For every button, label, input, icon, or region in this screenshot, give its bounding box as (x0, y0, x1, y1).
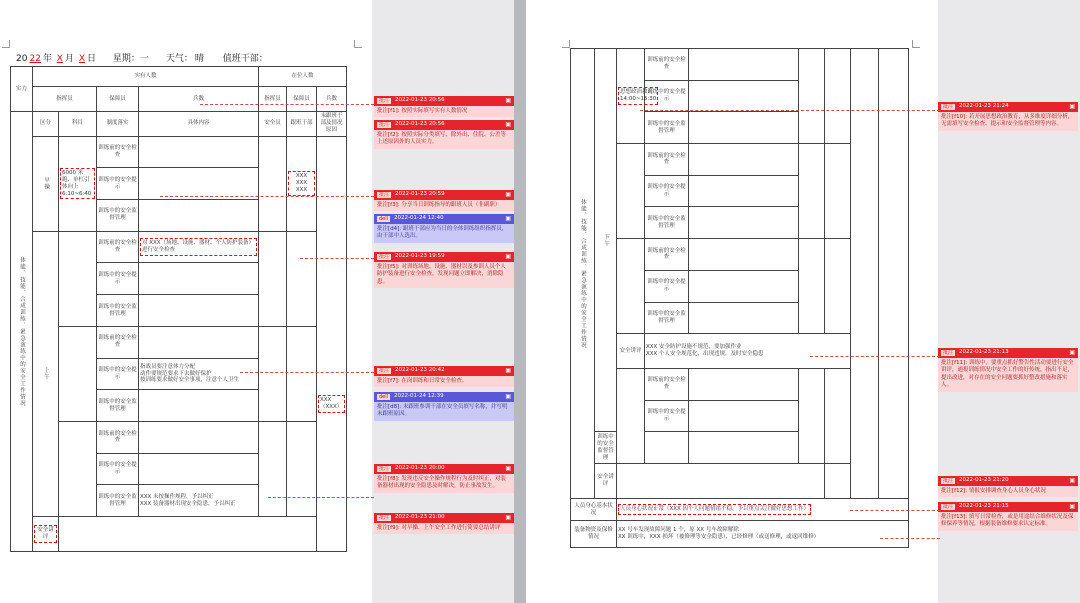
forenoon-mid-tip-1: 训练中的安全提示 (97, 263, 139, 295)
comment-close-icon[interactable]: ▣ (505, 214, 511, 222)
comment-header (374, 214, 514, 224)
forenoon-subject-3[interactable] (59, 422, 97, 517)
r-post-check-content-4[interactable] (645, 432, 689, 464)
comment-text: 批注[f11]: 训练中，要重点抓好警告性活动要进行安全讲评，通报训练情况中安全工作的好传统，指出不足，提出改进，对存在的安全问题要抓好整改措施和落实人。 (938, 358, 1078, 392)
comment-balloon[interactable] (938, 348, 1078, 392)
comment-balloon[interactable] (374, 464, 514, 493)
month-unit: 月 (64, 54, 74, 64)
comment-time: 2022-01-23 20:00 (395, 465, 445, 472)
year-prefix: 20 (16, 54, 28, 64)
day-unit: 日 (87, 54, 97, 64)
comment-author: 批注 (943, 103, 954, 110)
comment-close-icon[interactable]: ▣ (1069, 476, 1075, 484)
comment-close-icon[interactable]: ▣ (505, 392, 511, 400)
forenoon-mid-tip-2: 训练中的安全提示 (97, 358, 139, 390)
comment-connector (850, 510, 940, 511)
comment-balloon[interactable] (374, 190, 514, 211)
forenoon-pre-check-content-1[interactable]: 对 XXX（场地、设施、器材、个人防护装备）进行安全检查 (139, 231, 259, 263)
morning-post-check: 训练中的安全监督管理 (97, 199, 139, 231)
comment-header (938, 476, 1078, 486)
comment-author: 批注 (379, 253, 390, 260)
unfinished-header: 未跟班干部及情况原因 (317, 112, 347, 137)
r-mid-tip-content-3[interactable] (689, 270, 799, 302)
r-mid-tip-4: 训练中的安全提示 (645, 400, 689, 432)
comment-author: 批注 (943, 503, 954, 510)
side-label: 体能、技能、合成训练、紧急演练中的安全工作情况 (11, 112, 33, 552)
safety-officer-header: 安全员 (259, 112, 287, 137)
crop-mark (912, 40, 920, 48)
comment-time: 2022-01-24 12:39 (394, 393, 444, 400)
comment-header (374, 252, 514, 262)
r-pre-check-4: 训练前的安全检查 (645, 368, 689, 400)
r-pre-check-2: 训练前的安全检查 (645, 144, 689, 176)
r-subject-4[interactable] (617, 368, 645, 463)
present-soldier[interactable]: 兵数 (317, 87, 347, 112)
subject-header: 科目 (59, 112, 97, 137)
comment-author: 批注 (379, 367, 390, 374)
afternoon-label: 下午 (595, 49, 617, 432)
comment-time: 2022-01-23 21:24 (959, 103, 1009, 110)
r-safety-3[interactable] (799, 239, 825, 334)
forenoon-follow-up-2[interactable] (287, 326, 317, 421)
mental-state-label: 人员身心基本状况 (571, 498, 617, 520)
comment-time: 2022-01-23 20:56 (395, 121, 445, 128)
r-safety-1[interactable] (799, 49, 825, 144)
forenoon-post-check-content-2[interactable] (139, 390, 259, 422)
crop-mark (354, 40, 362, 48)
comment-close-icon[interactable]: ▣ (505, 190, 511, 198)
r-subject-3[interactable] (617, 239, 645, 334)
mental-state-content[interactable]: 人员身心状况正常（XXX 因个人问题情绪不稳，予以重点关注做好思想工作） (617, 498, 909, 520)
comment-author: 批注 (379, 191, 390, 198)
r-pre-check-content-3[interactable] (689, 239, 799, 271)
unfinished-column[interactable]: XXX（XXX） (317, 136, 347, 551)
comment-balloon[interactable] (374, 214, 514, 243)
comment-text: 批注[f8]: 发现违反安全操作规程行为及时纠正，对装备器材出现的安全隐患及时解决，防止事故发生。 (374, 474, 514, 493)
record-header (16, 51, 356, 64)
r-evening-review-label: 安全讲评 (595, 464, 617, 499)
comment-time: 2022-01-23 21:20 (959, 477, 1009, 484)
comment-author: dell (379, 215, 389, 222)
comment-author: 批注 (379, 97, 390, 104)
right-side-label: 体能、技能、合成训练、紧急演练中的安全工作情况 (571, 49, 595, 499)
r-safety-2[interactable] (799, 144, 825, 239)
comment-header (938, 102, 1078, 112)
political-subject[interactable]: 思想政治教育 14:00~15:30 (617, 49, 645, 144)
security-count[interactable]: 保障员 (97, 87, 139, 112)
comment-author: 批注 (943, 477, 954, 484)
morning-mid-tip-content[interactable] (139, 168, 259, 200)
forenoon-post-check-content-3[interactable]: XXX 未按操作规程，予以纠正 XXX 装备器材出现安全隐患，予以纠正 (139, 485, 259, 517)
right-record-table (570, 48, 909, 548)
year-suffix[interactable]: 22 (29, 54, 41, 64)
forenoon-post-check-3: 训练中的安全监督管理 (97, 485, 139, 517)
r-follow-4[interactable] (825, 368, 851, 463)
comment-text: 批注[f9]: 对早操、上午安全工作进行简要总结讲评 (374, 523, 514, 534)
comment-text: 批注[d4]: 跟班干部应为当日的全体训练组织指挥员，由干部中人选出。 (374, 224, 514, 243)
forenoon-mid-tip-content-1[interactable] (139, 263, 259, 295)
morning-post-check-content[interactable] (139, 199, 259, 231)
stage-header: 制度落实 (97, 112, 139, 137)
r-post-check-2: 训练中的安全监督管理 (645, 207, 689, 239)
forenoon-label: 上午 (33, 231, 59, 516)
morning-mid-tip: 训练中的安全提示 (97, 168, 139, 200)
officer-count[interactable]: 指挥员 (33, 87, 97, 112)
r-follow-2[interactable] (825, 144, 851, 239)
r-post-check-4: 训练中的安全监督管理 (595, 432, 617, 464)
comment-header (374, 513, 514, 523)
comment-author: 批注 (379, 465, 390, 472)
comment-text: 批注[f10]: 若开展思想政治教育，从多维度详细分析，无需填写安全检查、提示和安全监督管理等内容。 (938, 112, 1078, 131)
year-unit: 年 (42, 54, 52, 64)
forenoon-safety-officer-1[interactable] (259, 231, 287, 326)
forenoon-follow-up-3[interactable] (287, 422, 317, 517)
r-pre-check-1: 训练前的安全检查 (645, 49, 689, 81)
present-people-header: 在位人数 (259, 67, 347, 87)
comment-balloon[interactable] (374, 513, 514, 534)
comment-connector (640, 110, 940, 111)
comment-author: 批注 (379, 514, 390, 521)
left-record-table (10, 66, 347, 552)
forenoon-mid-tip-3: 训练中的安全提示 (97, 453, 139, 485)
r-post-check-content-2[interactable] (689, 207, 799, 239)
page-divider (514, 0, 526, 603)
r-mid-tip-content-1[interactable] (689, 80, 799, 112)
r-mid-tip-3: 训练中的安全提示 (645, 270, 689, 302)
comment-balloon[interactable] (938, 476, 1078, 497)
forenoon-pre-check-1: 训练前的安全检查 (97, 231, 139, 263)
forenoon-mid-tip-content-3[interactable] (139, 453, 259, 485)
comment-close-icon[interactable]: ▣ (1069, 348, 1075, 356)
month-value[interactable]: X (56, 54, 63, 64)
comment-text: 批注[f13]: 填写日常检查，或是用途结合维修状况及保修保养等情况，根据装备维修要求认定标准。 (938, 512, 1078, 531)
comment-connector (160, 196, 374, 197)
r-safety-4[interactable] (799, 368, 825, 463)
crop-mark (562, 40, 570, 48)
equipment-label: 装备物资及保修情况 (571, 521, 617, 548)
forenoon-safety-officer-3[interactable] (259, 422, 287, 517)
comment-header (374, 464, 514, 474)
content-header: 具体内容 (139, 112, 259, 137)
safety-review-content[interactable] (59, 517, 347, 552)
comment-balloon[interactable] (938, 502, 1078, 531)
comment-header (374, 190, 514, 200)
equipment-content[interactable]: XX 号车发现故障问题 1 个，原 XX 号车故障解除 XX 训练中，XXX 损坏（被修理等安全隐患），已经修理（或送修理，或返回维修） (617, 521, 909, 548)
r-safety-review-content[interactable]: XXX 安全防护设施不规范，要加强作业 XXX 个人安全规范化，出现违规，及时安全隐患 (645, 334, 851, 369)
r-pre-check-content-2[interactable] (689, 144, 799, 176)
safety-review-label: 安全讲评 (33, 517, 59, 552)
comment-text: 批注[d8]: 未跟班参训干部在安全员填写名称，并写明未跟班原因。 (374, 402, 514, 421)
morning-pre-check: 训练前的安全检查 (97, 136, 139, 168)
morning-safety-officer[interactable] (259, 136, 287, 231)
r-follow-3[interactable] (825, 239, 851, 334)
morning-pre-check-content[interactable] (139, 136, 259, 168)
r-pre-check-content-1[interactable] (689, 49, 799, 81)
r-pre-check-content-4[interactable] (689, 368, 799, 400)
r-post-check-3: 训练中的安全监督管理 (645, 302, 689, 334)
duty-officer-label: 值班干部： (222, 54, 268, 64)
forenoon-post-check-content-1[interactable] (139, 295, 259, 327)
forenoon-pre-check-2: 训练前的安全检查 (97, 326, 139, 358)
comment-header (374, 366, 514, 376)
comment-balloon[interactable] (374, 366, 514, 387)
comment-close-icon[interactable]: ▣ (1069, 102, 1075, 110)
follow-up-header: 跟班干部 (287, 112, 317, 137)
comment-balloon[interactable] (374, 96, 514, 117)
comment-time: 2022-01-23 21:13 (959, 349, 1009, 356)
comment-text: 批注[f1]: 按照实际填写实有人数情况 (374, 106, 514, 117)
comment-text: 批注[f12]: 情报安排调查身心人员身心状况 (938, 486, 1078, 497)
comment-header (374, 96, 514, 106)
comment-close-icon[interactable]: ▣ (505, 252, 511, 260)
comment-time: 2022-01-23 20:56 (395, 97, 445, 104)
comment-connector (268, 497, 374, 498)
comment-text: 批注[f7]: 在岗训练和日常安全检查。 (374, 376, 514, 387)
comment-author: 批注 (379, 121, 390, 128)
weather-label: 天气： (165, 54, 193, 64)
comment-time: 2022-01-23 20:42 (395, 367, 445, 374)
comment-connector (810, 356, 940, 357)
comment-close-icon[interactable]: ▣ (505, 513, 511, 521)
r-extra-col-1[interactable] (851, 49, 879, 499)
comment-header (938, 348, 1078, 358)
r-subject-2[interactable] (617, 144, 645, 239)
zone-header: 区分 (33, 112, 59, 137)
present-officer[interactable]: 指挥员 (259, 87, 287, 112)
total-people-header: 实有人数 (33, 67, 259, 87)
comment-close-icon[interactable]: ▣ (505, 366, 511, 374)
r-mid-tip-content-4[interactable] (689, 400, 799, 432)
comment-text: 批注[f2]: 按照实际分类填写、除外出、住院、公差等上述原因外的人员实力。 (374, 130, 514, 149)
comment-time: 2022-01-23 21:15 (959, 503, 1009, 510)
r-safety-review-label: 安全讲评 (617, 334, 645, 369)
comment-balloon[interactable] (374, 120, 514, 149)
comment-balloon[interactable] (374, 392, 514, 421)
comment-balloon[interactable] (374, 252, 514, 288)
forenoon-pre-check-content-2[interactable] (139, 326, 259, 358)
comment-close-icon[interactable]: ▣ (505, 120, 511, 128)
r-mid-tip-1: 训练中的安全提示 (645, 80, 689, 112)
forenoon-subject-1[interactable] (59, 231, 97, 326)
comment-connector (240, 372, 374, 373)
comment-header (374, 392, 514, 402)
forenoon-post-check-1: 训练中的安全监督管理 (97, 295, 139, 327)
comment-connector (880, 538, 940, 539)
comment-author: dell (379, 393, 389, 400)
comment-time: 2022-01-23 21:00 (395, 514, 445, 521)
forenoon-subject-2[interactable] (59, 326, 97, 421)
r-post-check-content-3[interactable] (689, 302, 799, 334)
comment-connector (200, 104, 374, 105)
forenoon-safety-officer-2[interactable] (259, 326, 287, 421)
comment-close-icon[interactable]: ▣ (505, 96, 511, 104)
r-pre-check-3: 训练前的安全检查 (645, 239, 689, 271)
present-security[interactable]: 保障员 (287, 87, 317, 112)
forenoon-pre-check-content-3[interactable] (139, 422, 259, 454)
comment-time: 2022-01-23 20:59 (395, 191, 445, 198)
forenoon-post-check-2: 训练中的安全监督管理 (97, 390, 139, 422)
comment-balloon[interactable] (938, 102, 1078, 131)
r-mid-tip-2: 训练中的安全提示 (645, 175, 689, 207)
r-post-check-content-1[interactable] (689, 112, 799, 144)
comment-close-icon[interactable]: ▣ (505, 464, 511, 472)
comment-close-icon[interactable]: ▣ (1069, 502, 1075, 510)
forenoon-pre-check-3: 训练前的安全检查 (97, 422, 139, 454)
soldier-count[interactable]: 兵数 (139, 87, 259, 112)
r-mid-tip-content-2[interactable] (689, 175, 799, 207)
comment-text: 批注[f3]: 分享当日训练指导的跟班人员（非副职） (374, 200, 514, 211)
morning-subject[interactable]: 6000 米跑、单杠引体向上 6:10~6:40 (59, 136, 97, 231)
morning-follow-up[interactable]: XXX XXX XXX (287, 136, 317, 231)
morning-label: 早操 (33, 136, 59, 231)
r-post-check-1: 训练中的安全监督管理 (645, 112, 689, 144)
crop-mark (2, 40, 10, 48)
comment-time: 2022-01-24 12:40 (394, 215, 444, 222)
comment-time: 2022-01-23 19:59 (395, 253, 445, 260)
day-value[interactable]: X (78, 54, 86, 64)
strength-cell: 实力 (11, 67, 33, 112)
r-evening-review-content[interactable] (617, 464, 825, 499)
r-follow-1[interactable] (825, 49, 851, 144)
forenoon-follow-up-1[interactable] (287, 231, 317, 326)
comment-text: 批注[f5]: 对训练场地、设施、器材以及参训人员个人防护装备进行安全检查，发现问题立即解决，消除隐患。 (374, 262, 514, 288)
comment-header (938, 502, 1078, 512)
weekday: 星期：一 (112, 54, 149, 64)
comment-author: 批注 (943, 349, 954, 356)
forenoon-mid-tip-content-2[interactable]: 指战员要注意体力分配 动作要规范要求下去做好保护 按训练要求做好安全事项，注意个人卫生 (139, 358, 259, 390)
comment-connector (300, 258, 374, 259)
r-unfinished-col[interactable] (879, 49, 909, 499)
weather-value: 晴 (194, 54, 204, 64)
comment-header (374, 120, 514, 130)
